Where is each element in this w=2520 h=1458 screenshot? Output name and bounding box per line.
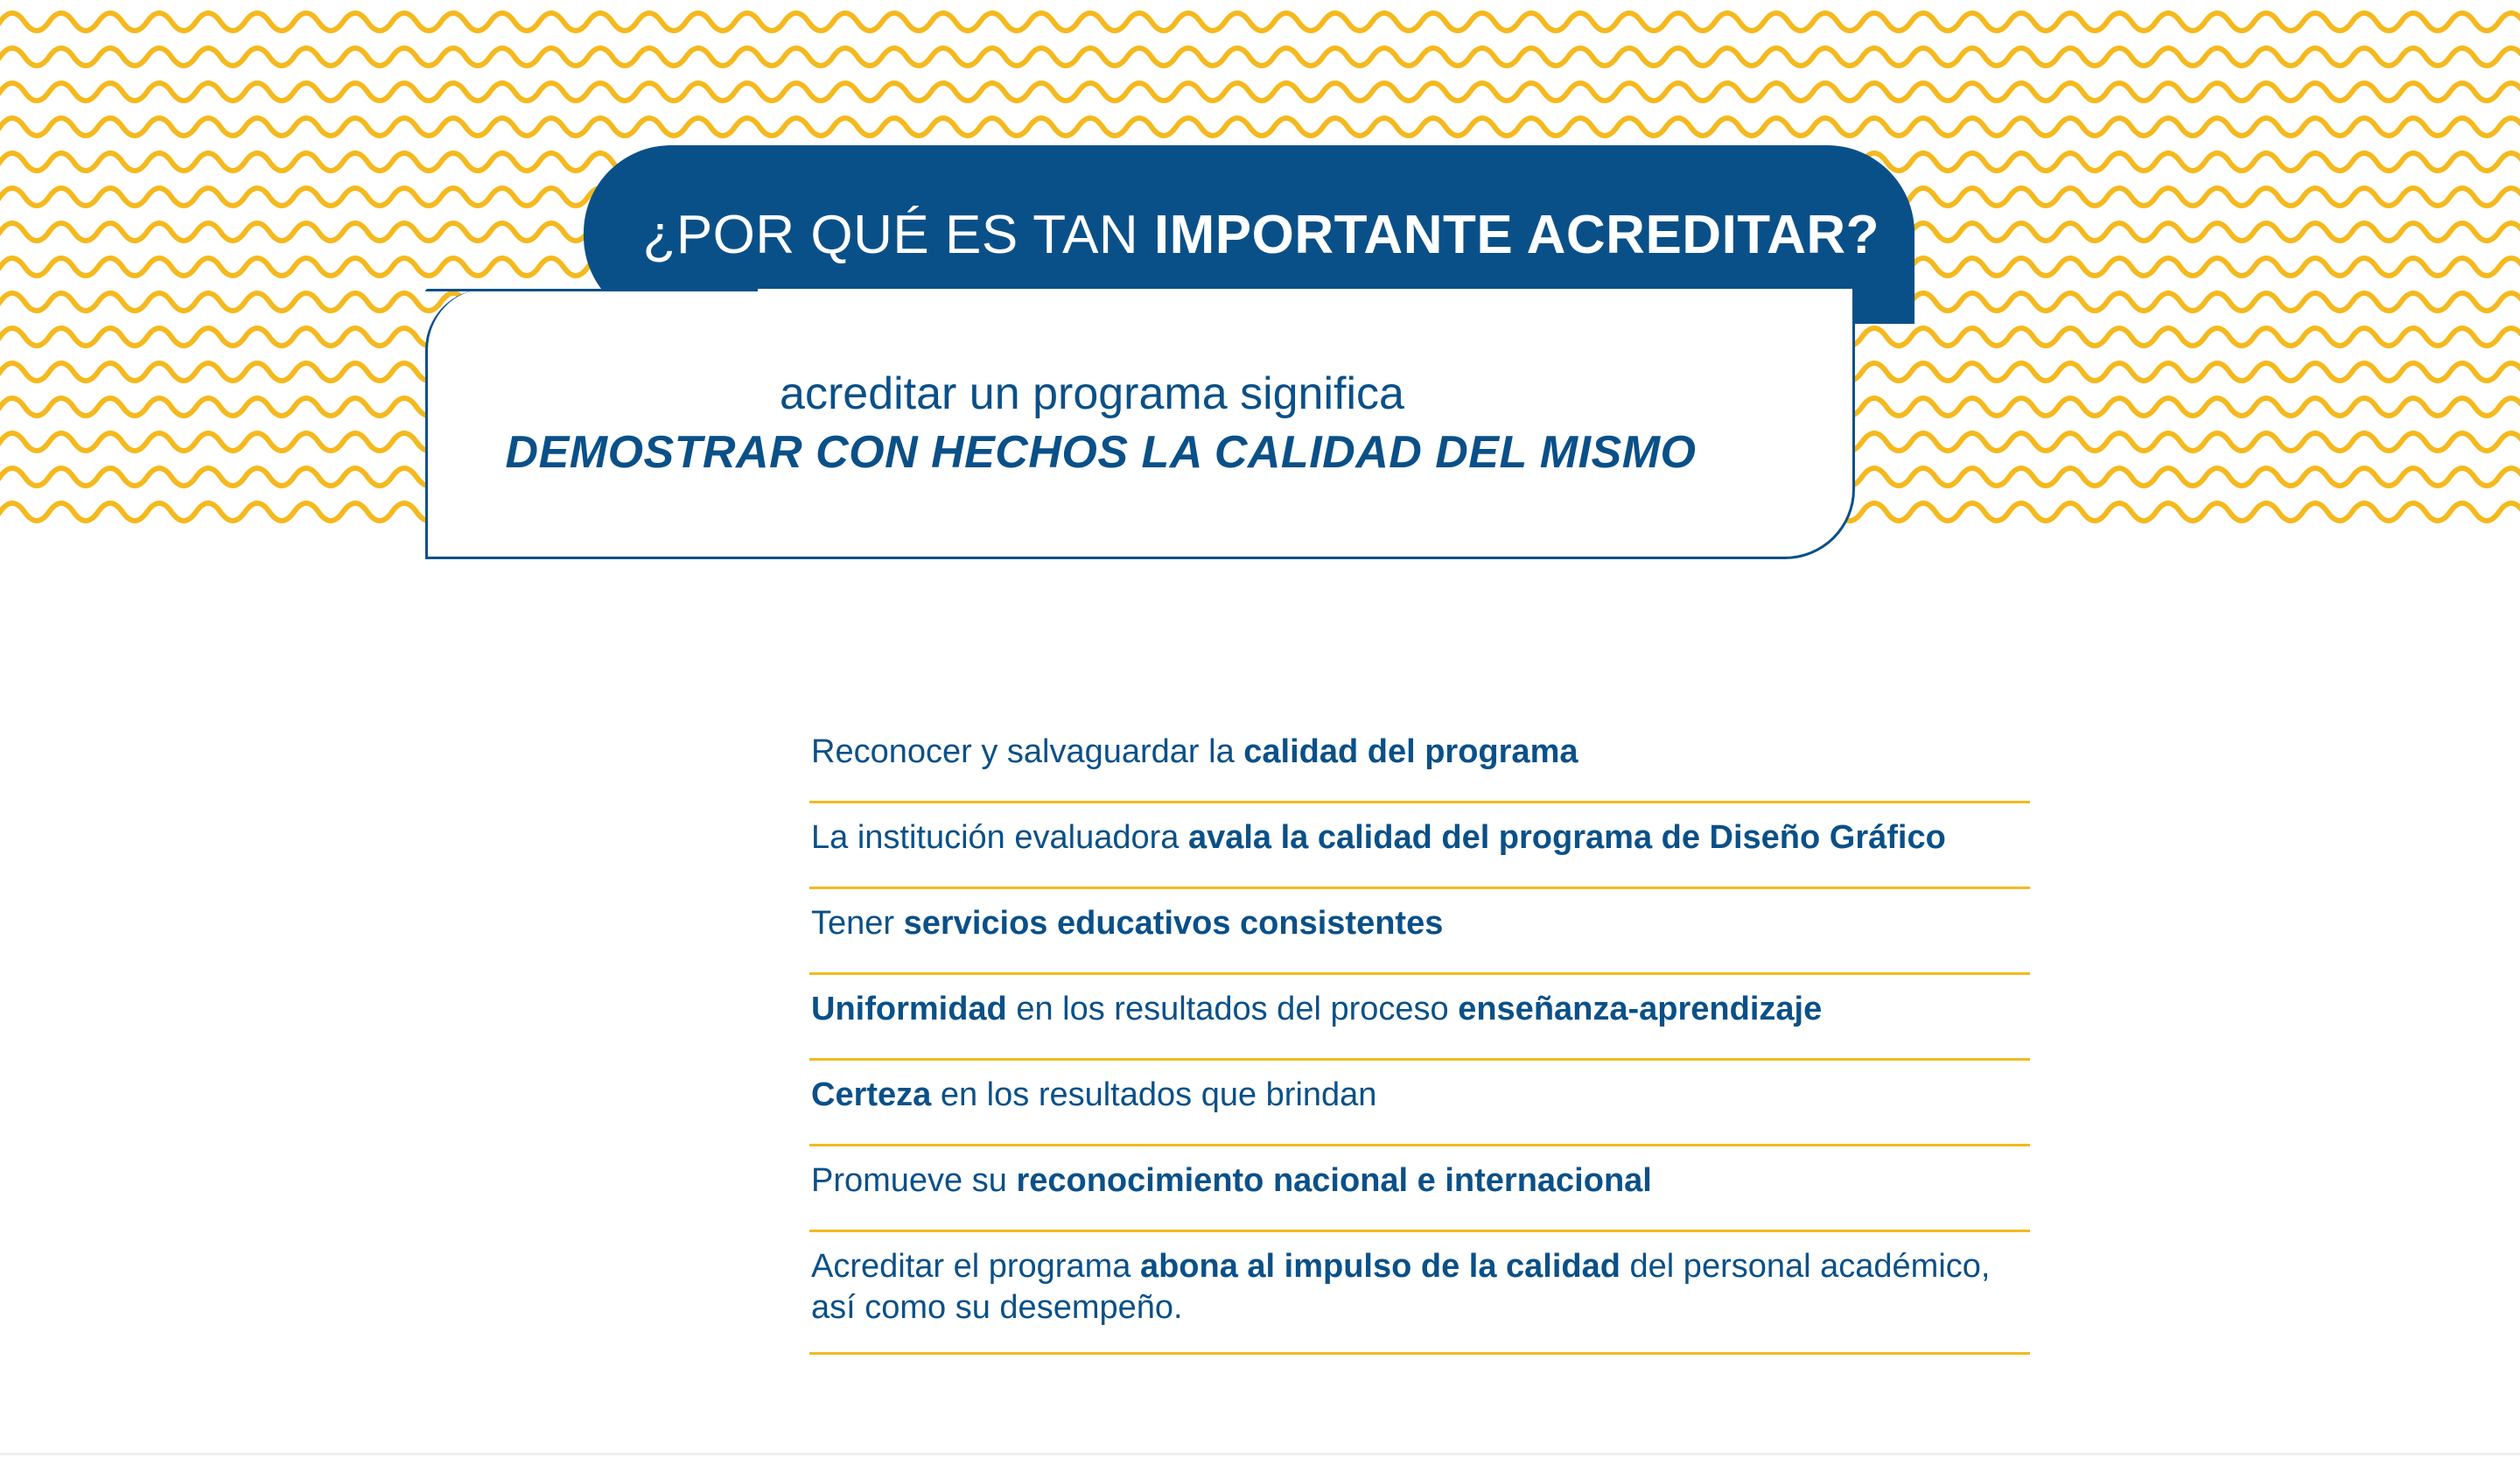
benefit-item [809, 803, 2030, 889]
benefit-item [809, 1232, 2030, 1355]
page-title [642, 204, 1880, 266]
benefit-item [809, 975, 2030, 1061]
definition-highlight: DEMOSTRAR CON HECHOS LA CALIDAD DEL MISMO [505, 427, 1697, 478]
bottom-divider [0, 1453, 2520, 1455]
benefit-text: La institución evaluadora [811, 819, 1188, 856]
benefit-highlight: avala la calidad del programa de Diseño Gráfico [1187, 819, 1946, 856]
page-title-regular: ¿POR QUÉ ES TAN [642, 204, 1154, 265]
benefit-highlight: calidad del programa [1243, 733, 1578, 770]
benefit-highlight: abona al impulso de la calidad [1139, 1248, 1620, 1285]
wave-line [0, 13, 2520, 31]
benefit-item [809, 1061, 2030, 1146]
benefit-highlight: enseñanza-aprendizaje [1458, 991, 1823, 1027]
benefit-highlight: Uniformidad [811, 991, 1007, 1027]
benefit-highlight: reconocimiento nacional e internacional [1016, 1162, 1652, 1199]
definition-card [425, 289, 1855, 559]
benefit-text: Reconocer y salvaguardar la [811, 733, 1244, 770]
wave-line [0, 83, 2520, 101]
benefit-text: en los resultados que brindan [931, 1076, 1377, 1113]
page-title-bold: IMPORTANTE ACREDITAR? [1153, 204, 1880, 265]
benefit-item [809, 1146, 2030, 1232]
benefit-text: Promueve su [811, 1162, 1017, 1199]
benefit-text: en los resultados del proceso [1006, 991, 1459, 1027]
benefit-text: del personal académico, así como su desempeño. [811, 1248, 1991, 1326]
benefits-list [809, 718, 2030, 1355]
wave-line [0, 48, 2520, 66]
definition-intro: acreditar un programa significa [780, 368, 1404, 419]
benefit-text: Tener [811, 905, 904, 942]
benefit-highlight: servicios educativos consistentes [903, 905, 1444, 942]
benefit-item [809, 889, 2030, 975]
wave-line [0, 118, 2520, 136]
benefit-item [809, 718, 2030, 803]
benefit-highlight: Certeza [811, 1076, 932, 1113]
benefit-text: Acreditar el programa [811, 1248, 1140, 1285]
